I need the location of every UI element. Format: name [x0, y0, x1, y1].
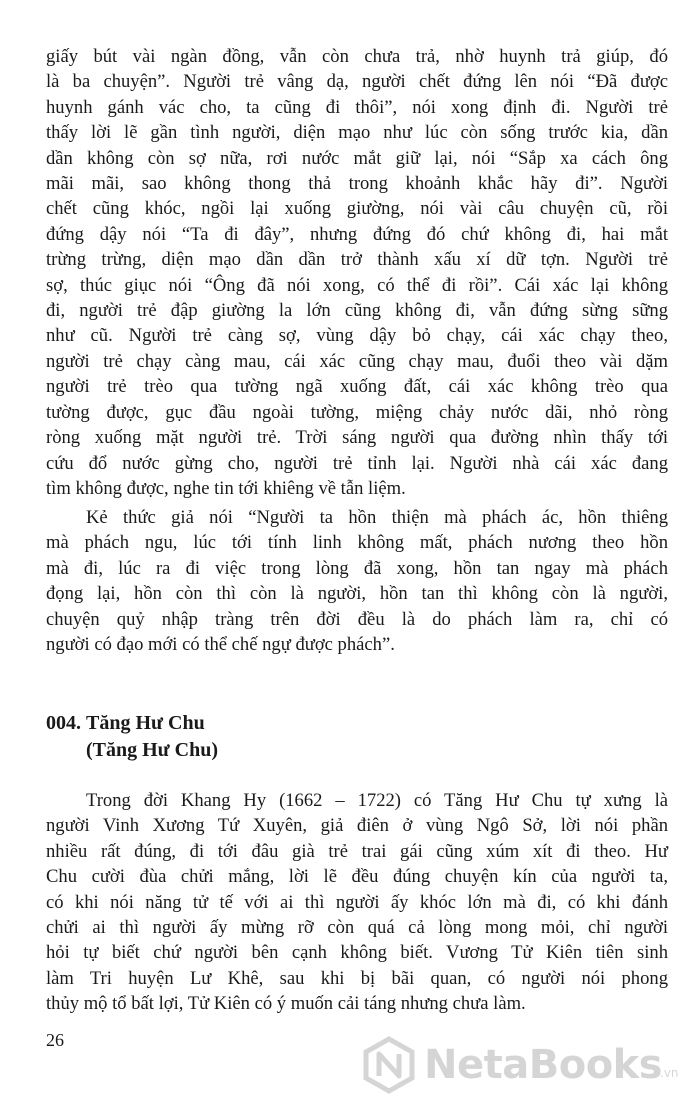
text-line: chửi ai thì người ấy mừng rỡ còn quá cả lòng mong mỏi, chỉ người: [46, 917, 668, 939]
text-line: nhiều rất đúng, đi tới đâu già trẻ trai gái cũng xúm xít đi theo. Hư: [46, 840, 668, 862]
paragraph-commentary: [46, 505, 668, 657]
section-heading: [46, 710, 218, 764]
section-title: Tăng Hư Chu: [86, 712, 205, 734]
text-line: Kẻ thức giả nói “Người ta hồn thiện mà phách ác, hồn thiêng: [86, 507, 668, 528]
text-line: huynh gánh vác cho, ta cũng đi thôi”, nói xong định đi. Người trẻ: [46, 96, 668, 118]
text-line: Chu cười đùa chửi mắng, lời lẽ đều đúng chuyện kín của người ta,: [46, 866, 668, 888]
text-line: có khi nói năng tử tế với ai thì người ấy khóc lớn mà đi, có khi đánh: [46, 891, 668, 913]
text-line: mà phách ngu, lúc tới tính linh không mất, phách nương theo hồn: [46, 532, 668, 554]
section-number: 004.: [46, 712, 81, 734]
text-line: ròng xuống mặt người trẻ. Trời sáng người qua đường nhìn thấy tới: [46, 427, 668, 449]
text-line: làm Tri huyện Lư Khê, sau khi bị bãi quan, có người nói phong: [46, 967, 668, 989]
text-line: đứng dậy nói “Ta đi đây”, nhưng đứng đó chứ không đi, hai mắt: [46, 223, 668, 245]
watermark-suffix: .vn: [660, 1066, 679, 1080]
page-number: 26: [46, 1030, 64, 1050]
text-line: là ba chuyện”. Người trẻ vâng dạ, người chết đứng lên nói “Đã được: [46, 71, 668, 93]
text-line: tường được, gục đầu ngoài tường, miệng chảy nước dãi, nhỏ ròng: [46, 401, 668, 423]
watermark-text: NetaBooks: [424, 1042, 663, 1088]
text-line: trừng trừng, diện mạo dần dần trở thành xấu xí dữ tợn. Người trẻ: [46, 249, 668, 271]
text-line: dần không còn sợ nữa, rơi nước mắt giữ lại, nói “Sắp xa cách ông: [46, 147, 668, 169]
text-line: sợ, thúc giục nói “Ông đã nói xong, có thể đi rồi”. Cái xác lại không: [46, 274, 668, 296]
text-line: thấy lời lẽ gần tình người, diện mạo như lúc còn sống trước kia, dần: [46, 122, 668, 144]
text-line: tìm không được, nghe tin tới khiêng về tẫn liệm.: [46, 477, 406, 499]
text-line: người Vinh Xương Tứ Xuyên, giả điên ở vùng Ngô Sở, lời nói phần: [46, 815, 668, 837]
text-line: mãi mãi, sao không thong thả trong khoảnh khắc hãy đi”. Người: [46, 173, 668, 195]
text-line: người trẻ chạy càng mau, cái xác cũng chạy mau, đuổi theo vài dặm: [46, 350, 668, 372]
text-line: giấy bút vài ngàn đồng, vẫn còn chưa trả, nhờ huynh trả giúp, đó: [46, 46, 668, 67]
text-line: người có đạo mới có thể chế ngự được phách”.: [46, 634, 395, 656]
text-line: đọng lại, hồn còn thì còn là người, hồn tan thì không còn là người,: [46, 583, 668, 605]
text-line: hỏi tự biết chứ người bên cạnh không biết. Vương Tử Kiên tiên sinh: [46, 942, 668, 964]
text-line: người trẻ trèo qua tường ngã xuống đất, cái xác không trèo qua: [46, 376, 668, 398]
text-line: thủy mộ tổ bất lợi, Tử Kiên có ý muốn cải táng nhưng chưa làm.: [46, 993, 526, 1015]
netabooks-watermark: [360, 1036, 690, 1096]
text-line: Trong đời Khang Hy (1662 – 1722) có Tăng Hư Chu tự xưng là: [86, 790, 668, 811]
text-line: như cũ. Người trẻ càng sợ, vùng dậy bỏ chạy, cái xác chạy theo,: [46, 325, 668, 347]
text-line: chết cũng khóc, ngồi lại xuống giường, nói vài câu chuyện cũ, rồi: [46, 198, 668, 220]
paragraph-section-body: [46, 788, 668, 1017]
text-line: chuyện quỷ nhập tràng trên đời đều là do phách làm ra, chỉ có: [46, 608, 668, 630]
text-line: đi, người trẻ đập giường la lớn cũng không đi, vẫn đứng sừng sững: [46, 300, 668, 322]
netabooks-logo-icon: [360, 1036, 418, 1094]
paragraph-story-continuation: [46, 44, 668, 501]
text-line: cứu đổ nước gừng cho, người trẻ tỉnh lại. Người nhà cái xác đang: [46, 452, 668, 474]
text-line: mà đi, lúc ra đi việc trong lòng đã xong, hồn tan ngay mà phách: [46, 557, 668, 579]
section-subtitle: (Tăng Hư Chu): [86, 739, 219, 761]
